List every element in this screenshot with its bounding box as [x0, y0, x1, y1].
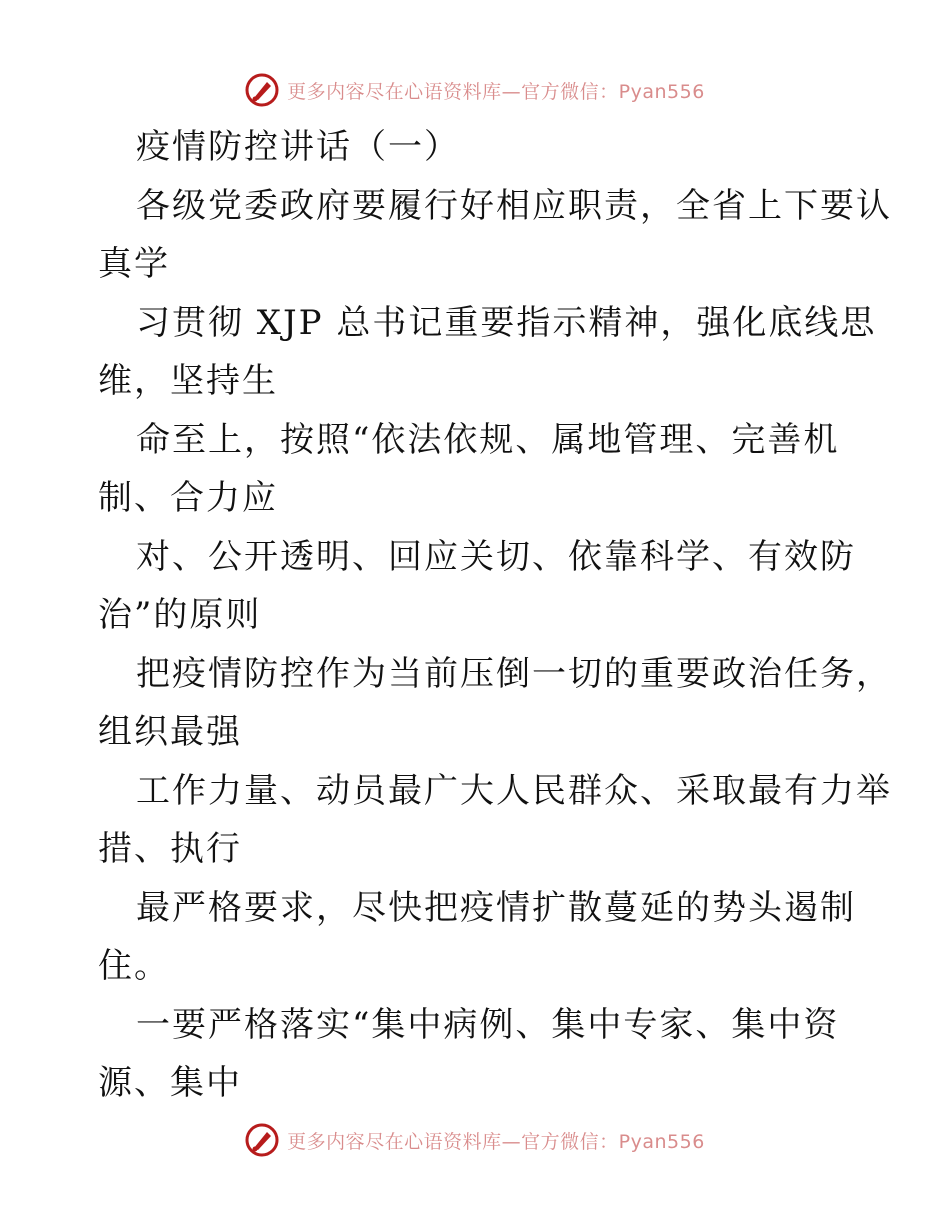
text-line: 源、集中 — [98, 1063, 242, 1103]
text-line: 一要严格落实“集中病例、集中专家、集中资 — [136, 1004, 840, 1045]
text-line: 治”的原则 — [98, 595, 262, 635]
text-line: 组织最强 — [98, 712, 242, 752]
text-line: 维，坚持生 — [98, 361, 278, 401]
text-line: 工作力量、动员最广大人民群众、采取最有力举 — [136, 770, 892, 811]
watermark-text: 更多内容尽在心语资料库—官方微信：Pyan556 — [287, 80, 705, 103]
text-line: 制、合力应 — [98, 478, 278, 518]
text-line: 住。 — [98, 946, 170, 986]
text-line: 疫情防控讲话（一） — [136, 127, 460, 167]
text-line: 措、执行 — [98, 829, 242, 869]
pen-logo-icon — [245, 73, 279, 107]
document-body — [98, 118, 892, 1113]
footer-watermark — [0, 1120, 950, 1160]
text-line: 最严格要求，尽快把疫情扩散蔓延的势头遏制 — [136, 887, 856, 928]
text-line: 各级党委政府要履行好相应职责，全省上下要认 — [136, 185, 892, 226]
text-line: 命至上，按照“依法依规、属地管理、完善机 — [136, 419, 840, 460]
text-line: 对、公开透明、回应关切、依靠科学、有效防 — [136, 536, 856, 577]
watermark-text: 更多内容尽在心语资料库—官方微信：Pyan556 — [287, 1130, 705, 1153]
text-line: 把疫情防控作为当前压倒一切的重要政治任务， — [136, 653, 892, 694]
header-watermark — [0, 70, 950, 110]
pen-logo-icon — [245, 1123, 279, 1157]
text-line: 真学 — [98, 244, 170, 284]
text-line: 习贯彻 XJP 总书记重要指示精神，强化底线思 — [136, 302, 877, 343]
